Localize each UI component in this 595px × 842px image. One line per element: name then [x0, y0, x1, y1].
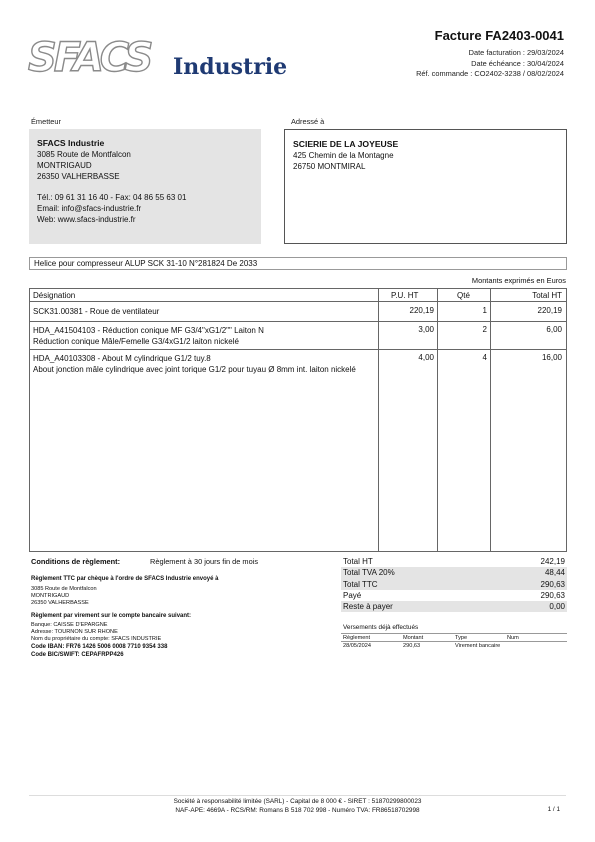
cheque-address-1: 3085 Route de Montfalcon [31, 586, 97, 592]
emitter-box [29, 129, 261, 244]
table-row [30, 350, 566, 390]
conditions-label: Conditions de règlement: [31, 557, 121, 566]
total-label: Payé [343, 590, 362, 600]
paid-row [341, 590, 567, 601]
invoice-date: Date facturation : 29/03/2024 [468, 48, 564, 57]
payment-amount: 290,63 [403, 643, 421, 649]
table-row [30, 322, 566, 350]
remaining-row [341, 601, 567, 612]
row-total: 6,00 [546, 325, 562, 334]
table-row [30, 303, 566, 322]
total-value: 290,63 [540, 579, 565, 589]
conditions-line [31, 557, 331, 569]
invoice-order-ref: Réf. commande : CO2402-3238 / 08/02/2024 [416, 69, 564, 78]
row-unit-price: 3,00 [418, 325, 434, 334]
emitter-city: MONTRIGAUD [37, 161, 92, 170]
total-value: 242,19 [540, 557, 565, 566]
bank-address: Adresse: TOURNON SUR RHONE [31, 629, 118, 635]
emitter-phone: Tél.: 09 61 31 16 40 - Fax: 04 86 55 63 01 [37, 193, 187, 202]
legal-footer [0, 797, 595, 815]
row-quantity: 2 [482, 325, 487, 334]
recipient-name: SCIERIE DE LA JOYEUSE [293, 139, 399, 149]
row-designation [33, 325, 377, 347]
recipient-postcode: 26750 MONTMIRAL [293, 162, 366, 171]
row-quantity: 1 [482, 306, 487, 315]
row-total: 220,19 [537, 306, 562, 315]
recipient-label: Adressé à [291, 117, 325, 126]
header-quantity: Qté [457, 290, 470, 300]
emitter-postcode: 26350 VALHERBASSE [37, 172, 120, 181]
footer-line-2: NAF-APE: 4669A - RCS/RM: Romans B 518 702 998 - Numéro TVA: FR86518702998 [175, 807, 420, 814]
logo-brand: SFACS [28, 35, 151, 81]
row-quantity: 4 [482, 353, 487, 362]
payments-title: Versements déjà effectués [343, 624, 419, 631]
header-designation: Désignation [33, 290, 76, 300]
emitter-web[interactable]: Web: www.sfacs-industrie.fr [37, 215, 136, 224]
invoice-meta [416, 48, 564, 80]
total-value: 48,44 [544, 568, 565, 578]
conditions-value: Règlement à 30 jours fin de mois [150, 557, 259, 566]
transfer-title: Règlement par virement sur le compte bancaire suivant: [31, 613, 192, 619]
total-value: 0,00 [549, 602, 565, 612]
company-logo [28, 34, 298, 82]
total-label: Total HT [343, 557, 373, 566]
row-designation-line1: SCK31.00381 - Roue de ventilateur [33, 307, 160, 316]
recipient-address: 425 Chemin de la Montagne [293, 151, 394, 160]
emitter-email[interactable]: Email: info@sfacs-industrie.fr [37, 204, 142, 213]
payments-header-montant: Montant [403, 635, 424, 641]
total-label: Reste à payer [343, 602, 393, 612]
recipient-box [284, 129, 567, 244]
row-unit-price: 220,19 [409, 306, 434, 315]
footer-divider [29, 795, 566, 796]
bic: Code BIC/SWIFT: CEPAFRPP426 [31, 652, 124, 658]
invoice-title: Facture FA2403-0041 [434, 28, 564, 43]
payments-header-type: Type [455, 635, 468, 641]
page-number: 1 / 1 [547, 806, 560, 813]
total-label: Total TTC [343, 579, 378, 589]
total-label: Total TVA 20% [343, 568, 395, 578]
iban: Code IBAN: FR76 1426 5006 0008 7710 9354 338 [31, 644, 168, 650]
payment-terms [31, 557, 331, 659]
row-unit-price: 4,00 [418, 353, 434, 362]
currency-note: Montants exprimés en Euros [471, 276, 566, 285]
header-total: Total HT [532, 290, 562, 300]
total-ht-row [341, 556, 567, 567]
invoice-lines-table [29, 288, 567, 552]
account-owner: Nom du propriétaire du compte: SFACS INDUSTRIE [31, 636, 162, 642]
invoice-due-date: Date échéance : 30/04/2024 [471, 58, 564, 68]
totals-block [341, 556, 567, 612]
payment-type: Virement bancaire [455, 643, 501, 649]
row-designation [33, 306, 377, 317]
emitter-label: Émetteur [31, 117, 61, 126]
emitter-address: 3085 Route de Montfalcon [37, 150, 131, 159]
cheque-address-3: 26350 VALHERBASSE [31, 600, 89, 606]
row-designation-line1: HDA_A41504103 - Réduction conique MF G3/4"xG1/2"" Laiton N [33, 326, 264, 335]
payments-header [341, 634, 567, 642]
cheque-title: Règlement TTC par chèque à l'ordre de SFACS Industrie envoyé à [31, 576, 219, 582]
row-designation-line2: Réduction conique Mâle/Femelle G3/4xG1/2 laiton nickelé [33, 337, 239, 346]
row-designation-line1: HDA_A40103308 - About M cylindrique G1/2 tuy.8 [33, 354, 211, 363]
project-reference: Helice pour compresseur ALUP SCK 31-10 N°281824 De 2033 [29, 257, 567, 270]
total-value: 290,63 [540, 590, 565, 600]
total-ttc-row [341, 579, 567, 590]
payments-header-num: Num [507, 635, 519, 641]
row-total: 16,00 [541, 353, 562, 362]
logo-suffix: Industrie [173, 54, 288, 80]
payments-header-reglement: Règlement [343, 635, 371, 641]
row-designation [33, 353, 377, 375]
emitter-name: SFACS Industrie [37, 138, 105, 148]
cheque-address-2: MONTRIGAUD [31, 593, 70, 599]
bank-name: Banque: CAISSE D'EPARGNE [31, 622, 108, 628]
footer-line-1: Société à responsabilité limitée (SARL) - Capital de 8 000 € - SIRET : 51870299800023 [173, 798, 422, 805]
total-tva-row [341, 567, 567, 578]
payment-row [341, 642, 567, 650]
payment-date: 28/05/2024 [343, 643, 371, 649]
row-designation-line2: About jonction mâle cylindrique avec joint torique G1/2 pour tuyau Ø 8mm int. laiton nickelé [33, 365, 356, 374]
header-unit-price: P.U. HT [391, 290, 419, 300]
payments-table [341, 633, 567, 650]
table-header [30, 289, 566, 302]
